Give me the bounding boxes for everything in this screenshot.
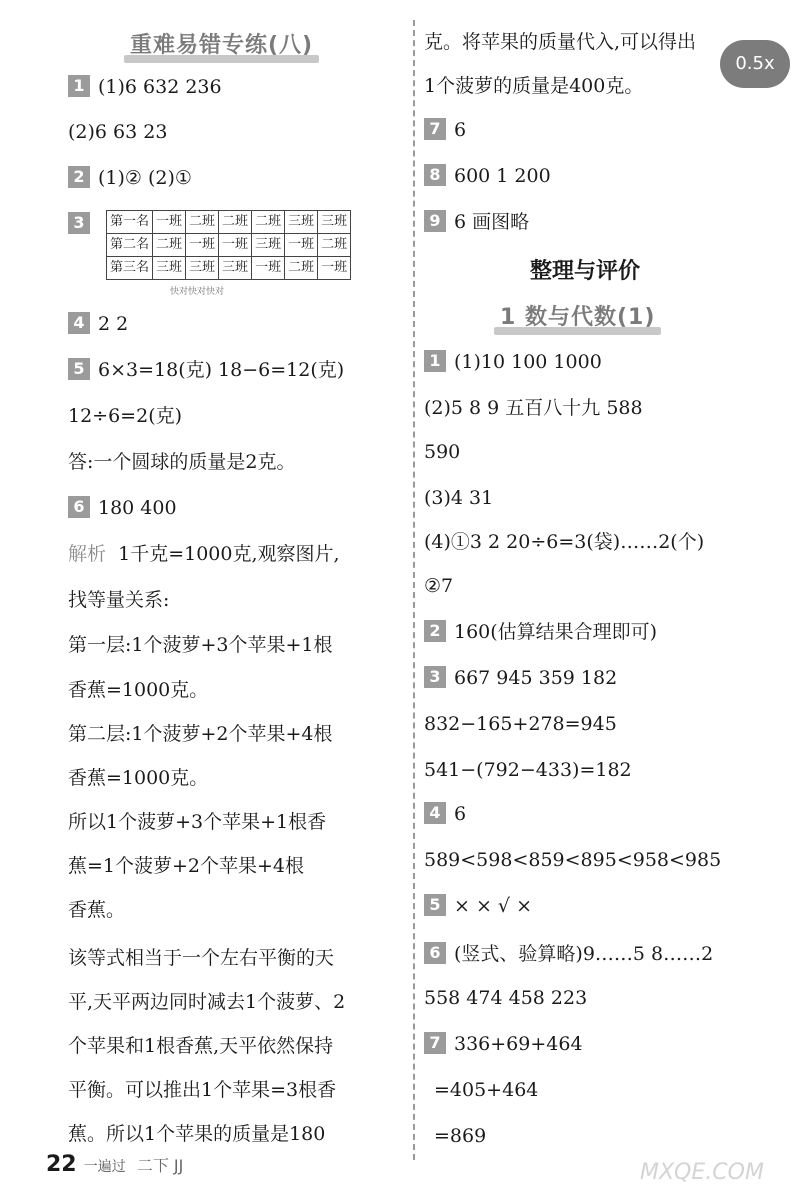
analysis-line-6: 香蕉=1000克。 — [68, 767, 209, 789]
column-divider — [413, 20, 415, 1160]
continuation-line-2: 1个菠萝的质量是400克。 — [424, 75, 644, 97]
p1-line4: (3)4 31 — [424, 487, 494, 509]
analysis-line-14: 蕉。所以1个苹果的质量是180 — [68, 1123, 326, 1145]
q3-number: 3 — [68, 212, 90, 234]
p1-number: 1 — [424, 350, 446, 372]
table-cell: 三班 — [252, 234, 285, 257]
table-cell: 三班 — [318, 211, 351, 234]
p1-line1: 1 (1)10 100 1000 — [424, 348, 602, 376]
q5-line1: 5 6×3=18(克) 18−6=12(克) — [68, 356, 344, 384]
table-cell: 三班 — [186, 257, 219, 280]
q6-line: 6 180 400 — [68, 494, 177, 522]
q4-number: 4 — [68, 312, 90, 334]
analysis-line-2: 找等量关系: — [68, 589, 170, 611]
q7-line: 7 6 — [424, 116, 466, 144]
p7-line1: 7 336+69+464 — [424, 1030, 583, 1058]
analysis-label: 解析 — [68, 543, 107, 565]
p6-line2: 558 474 458 223 — [424, 987, 588, 1009]
table-cell: 一班 — [318, 257, 351, 280]
chapter-title: 整理与评价 — [530, 259, 641, 284]
q8-number: 8 — [424, 164, 446, 186]
chapter-subtitle: 1 数与代数(1) — [500, 300, 655, 331]
q2-line: 2 (1)② (2)① — [68, 164, 192, 192]
stamp-text: 快对快对快对 — [170, 287, 225, 297]
p6-number: 6 — [424, 942, 446, 964]
table-row — [107, 234, 351, 257]
table-cell: 一班 — [186, 234, 219, 257]
p1-line6: ②7 — [424, 575, 454, 597]
analysis-line-1: 解析 1千克=1000克,观察图片, — [68, 543, 340, 565]
q7-number: 7 — [424, 118, 446, 140]
p3-line3: 541−(792−433)=182 — [424, 759, 632, 781]
analysis-line-9: 香蕉。 — [68, 899, 126, 921]
p4-line1: 4 6 — [424, 800, 466, 828]
table-row — [107, 211, 351, 234]
p1-line3: 590 — [424, 441, 461, 463]
table-cell: 二班 — [219, 211, 252, 234]
p4-line2: 589<598<859<895<958<985 — [424, 849, 722, 871]
grade-label: 二下 JJ — [136, 1156, 184, 1175]
q5-answer: 答:一个圆球的质量是2克。 — [68, 451, 296, 473]
p4-number: 4 — [424, 802, 446, 824]
p2-number: 2 — [424, 620, 446, 642]
p7-number: 7 — [424, 1032, 446, 1054]
analysis-line-4: 香蕉=1000克。 — [68, 679, 209, 701]
analysis-line-12: 个苹果和1根香蕉,天平依然保持 — [68, 1035, 334, 1057]
table-cell: 二班 — [153, 234, 186, 257]
analysis-line-7: 所以1个菠萝+3个苹果+1根香 — [68, 811, 327, 833]
q5-number: 5 — [68, 358, 90, 380]
q1-line1: 1 (1)6 632 236 — [68, 73, 222, 101]
analysis-line-10: 该等式相当于一个左右平衡的天 — [68, 947, 335, 969]
p1-line5: (4)①3 2 20÷6=3(袋)……2(个) — [424, 531, 705, 553]
table-cell: 一班 — [285, 234, 318, 257]
playback-speed-badge[interactable]: 0.5x — [720, 40, 790, 88]
q6-number: 6 — [68, 496, 90, 518]
ranking-table — [106, 210, 351, 280]
rank-label-cell: 第一名 — [107, 211, 153, 234]
brand-name: 一遍过 — [83, 1159, 126, 1175]
table-cell: 三班 — [219, 257, 252, 280]
q2-number: 2 — [68, 166, 90, 188]
table-cell: 二班 — [186, 211, 219, 234]
q8-line: 8 600 1 200 — [424, 162, 551, 190]
p2-line: 2 160(估算结果合理即可) — [424, 618, 657, 646]
p5-line: 5 × × √ × — [424, 892, 532, 920]
table-cell: 一班 — [252, 257, 285, 280]
q3-line — [68, 210, 98, 238]
p7-line3: =869 — [434, 1125, 487, 1147]
analysis-line-11: 平,天平两边同时减去1个菠萝、2 — [68, 991, 346, 1013]
analysis-line-3: 第一层:1个菠萝+3个苹果+1根 — [68, 634, 333, 656]
section-title: 重难易错专练(八) — [130, 28, 313, 59]
q5-line2: 12÷6=2(克) — [68, 405, 183, 427]
table-cell: 二班 — [285, 257, 318, 280]
table-cell: 二班 — [252, 211, 285, 234]
table-cell: 三班 — [285, 211, 318, 234]
analysis-line-5: 第二层:1个菠萝+2个苹果+4根 — [68, 723, 333, 745]
table-cell: 三班 — [153, 257, 186, 280]
table-cell: 一班 — [153, 211, 186, 234]
analysis-line-13: 平衡。可以推出1个苹果=3根香 — [68, 1079, 337, 1101]
q9-number: 9 — [424, 210, 446, 232]
analysis-line-8: 蕉=1个菠萝+2个苹果+4根 — [68, 855, 305, 877]
q9-line: 9 6 画图略 — [424, 208, 529, 236]
continuation-line-1: 克。将苹果的质量代入,可以得出 — [424, 31, 697, 53]
p7-line2: =405+464 — [434, 1079, 539, 1101]
p6-line1: 6 (竖式、验算略)9……5 8……2 — [424, 940, 713, 968]
page-footer — [46, 1152, 183, 1177]
p3-line1: 3 667 945 359 182 — [424, 664, 617, 692]
table-cell: 二班 — [318, 234, 351, 257]
p3-line2: 832−165+278=945 — [424, 713, 617, 735]
q4-line: 4 2 2 — [68, 310, 128, 338]
p1-line2: (2)5 8 9 五百八十九 588 — [424, 397, 643, 419]
watermark-text: MXQE.COM — [640, 1160, 764, 1185]
rank-label-cell: 第二名 — [107, 234, 153, 257]
rank-label-cell: 第三名 — [107, 257, 153, 280]
page-number: 22 — [46, 1152, 77, 1177]
p3-number: 3 — [424, 666, 446, 688]
table-row — [107, 257, 351, 280]
q1-number: 1 — [68, 75, 90, 97]
table-cell: 一班 — [219, 234, 252, 257]
p5-number: 5 — [424, 894, 446, 916]
q1-line2: (2)6 63 23 — [68, 121, 168, 143]
